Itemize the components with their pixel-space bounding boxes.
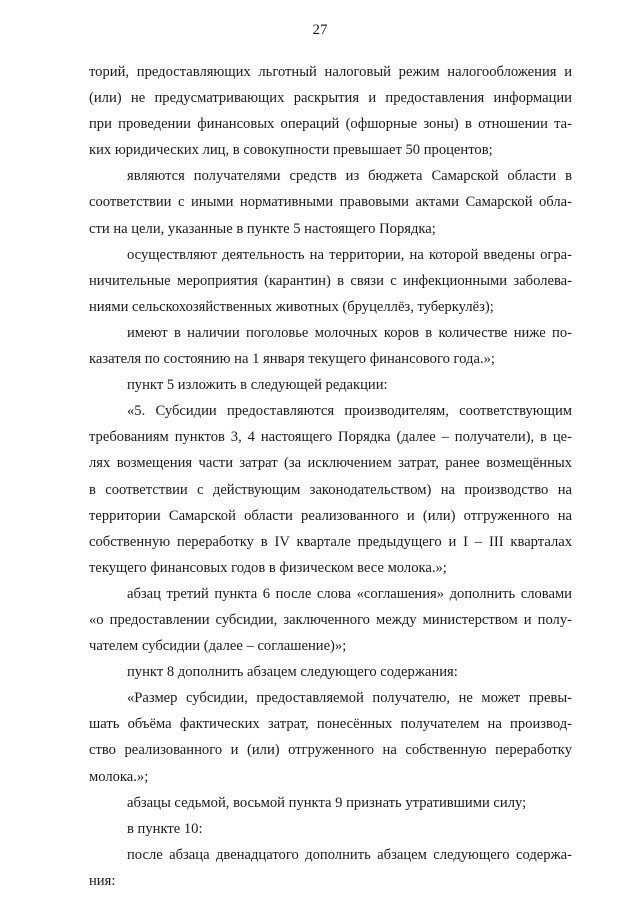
paragraph <box>89 790 572 816</box>
paragraph <box>89 372 572 398</box>
text-line: абзац третий пункта 6 после слова «соглашения» дополнить словами <box>127 585 572 602</box>
text-line: при проведении финансовых операций (офшорные зоны) в отношении та- <box>89 116 572 133</box>
text-line: лях возмещения части затрат (за исключением затрат, ранее возмещённых <box>89 455 572 472</box>
text-line: «о предоставлении субсидии, заключенного между министерством и полу- <box>89 611 572 628</box>
document-body <box>89 59 572 894</box>
paragraph <box>89 581 572 659</box>
text-line: казателя по состоянию на 1 января текущего финансового года.»; <box>89 351 495 368</box>
text-line: «Размер субсидии, предоставляемой получателю, не может превы- <box>127 690 572 707</box>
paragraph <box>89 842 572 894</box>
text-line: в соответствии с действующим законодательством) на производство на <box>89 481 572 498</box>
paragraph <box>89 59 572 163</box>
paragraph <box>89 242 572 320</box>
text-line: ничительные мероприятия (карантин) в связи с инфекционными заболева- <box>89 272 572 289</box>
text-line: имеют в наличии поголовье молочных коров в количестве ниже по- <box>127 324 572 341</box>
text-line: пункт 8 дополнить абзацем следующего содержания: <box>127 664 458 681</box>
text-line: сти на цели, указанные в пункте 5 настоящего Порядка; <box>89 220 436 237</box>
text-line: после абзаца двенадцатого дополнить абзацем следующего содержа- <box>127 846 572 863</box>
text-line: шать объёма фактических затрат, понесённых получателем на производ- <box>89 716 572 733</box>
paragraph <box>89 659 572 685</box>
text-line: чателем субсидии (далее – соглашение)»; <box>89 638 347 655</box>
text-line: абзацы седьмой, восьмой пункта 9 признать утратившими силу; <box>127 794 527 811</box>
text-line: ство реализованного и (или) отгруженного на собственную переработку <box>89 742 572 759</box>
text-line: в пункте 10: <box>127 820 203 837</box>
paragraph <box>89 320 572 372</box>
text-line: текущего финансовых годов в физическом весе молока.»; <box>89 559 447 576</box>
text-line: ких юридических лиц, в совокупности превышает 50 процентов; <box>89 142 493 159</box>
text-line: «5. Субсидии предоставляются производителям, соответствующим <box>127 403 572 420</box>
text-line: соответствии с иными нормативными правовыми актами Самарской обла- <box>89 194 572 211</box>
text-line: ния: <box>89 872 116 889</box>
text-line: ниями сельскохозяйственных животных (бруцеллёз, туберкулёз); <box>89 298 494 315</box>
page-number: 27 <box>312 22 328 38</box>
paragraph <box>89 163 572 241</box>
paragraph <box>89 816 572 842</box>
text-line: требованиям пунктов 3, 4 настоящего Порядка (далее – получатели), в це- <box>89 429 572 446</box>
paragraph <box>89 685 572 789</box>
text-line: (или) не предусматривающих раскрытия и предоставления информации <box>89 90 572 107</box>
text-line: являются получателями средств из бюджета Самарской области в <box>127 168 572 185</box>
text-line: осуществляют деятельность на территории, на которой введены огра- <box>127 246 572 263</box>
text-line: торий, предоставляющих льготный налоговый режим налогообложения и <box>89 64 572 80</box>
text-line: собственную переработку в IV квартале предыдущего и I – III кварталах <box>89 533 572 550</box>
text-line: молока.»; <box>89 768 149 785</box>
text-line: территории Самарской области реализованного и (или) отгруженного на <box>89 507 572 524</box>
text-line: пункт 5 изложить в следующей редакции: <box>127 377 388 394</box>
paragraph <box>89 398 572 581</box>
